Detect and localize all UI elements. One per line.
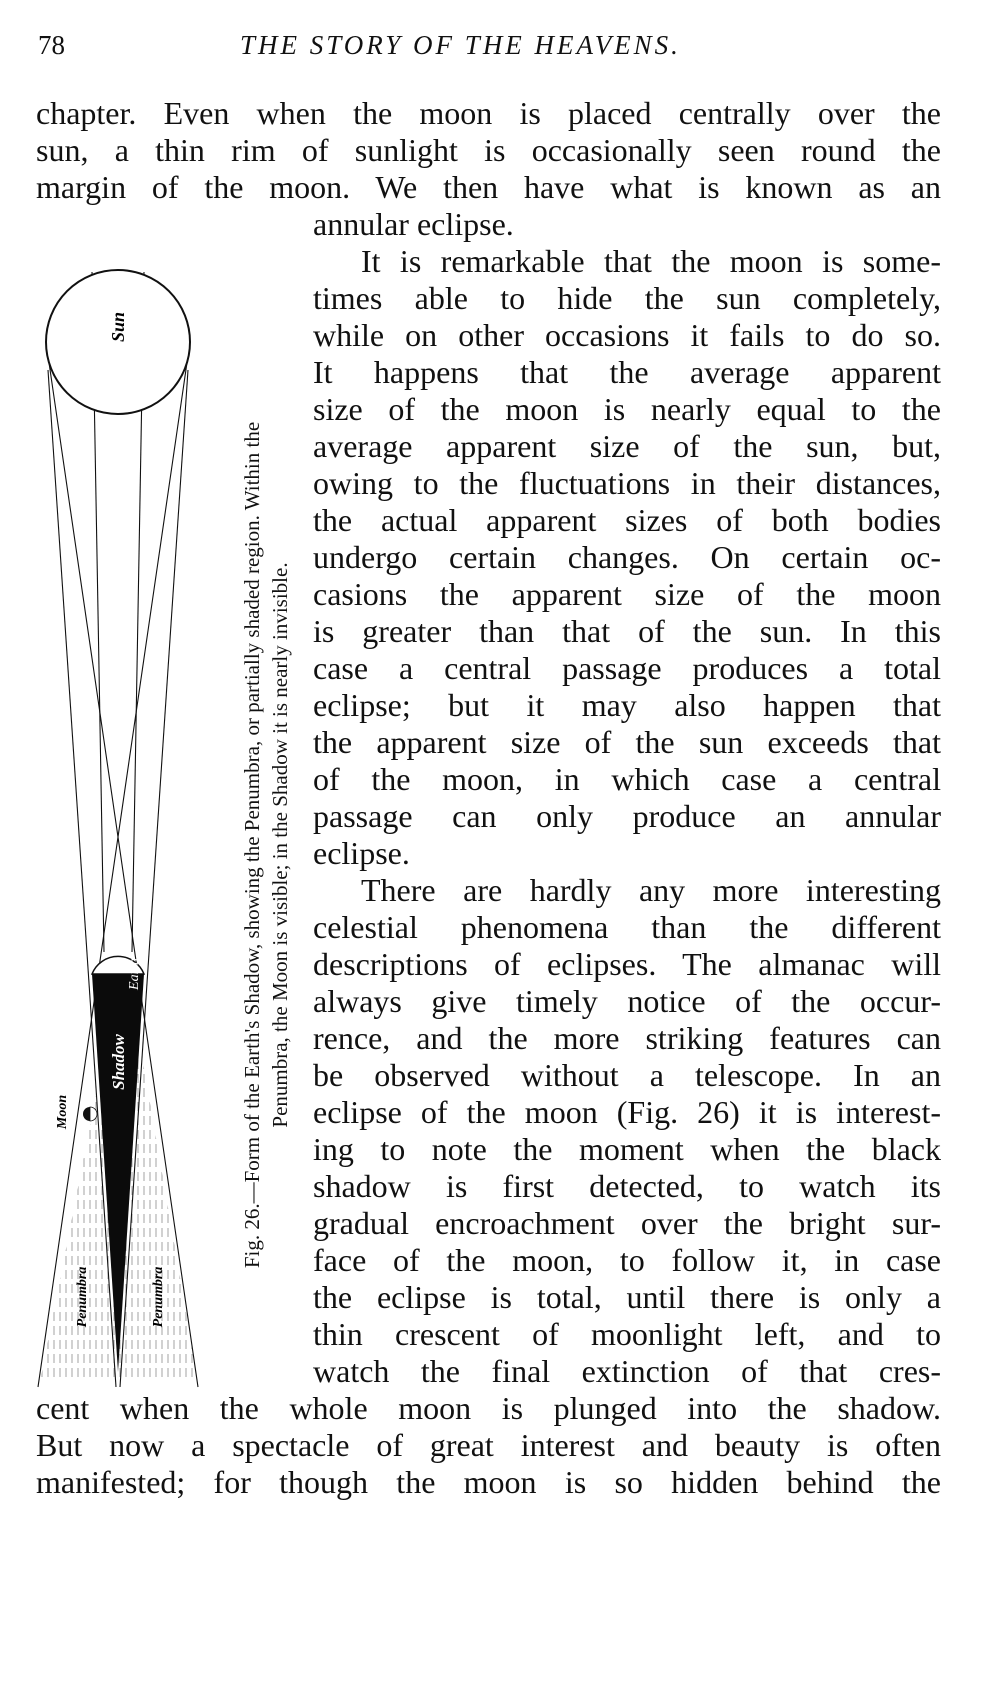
body-line: celestial phenomena than the different bbox=[313, 909, 941, 945]
body-line: It is remarkable that the moon is some- bbox=[361, 243, 941, 279]
body-line: eclipse of the moon (Fig. 26) it is interest- bbox=[313, 1094, 941, 1130]
body-line: It happens that the average apparent bbox=[313, 354, 941, 390]
body-line: the apparent size of the sun exceeds that bbox=[313, 724, 941, 760]
body-line: undergo certain changes. On certain oc- bbox=[313, 539, 941, 575]
shadow-label: Shadow bbox=[109, 1034, 128, 1090]
body-line: descriptions of eclipses. The almanac will bbox=[313, 946, 941, 982]
body-line: watch the final extinction of that cres- bbox=[313, 1353, 941, 1389]
body-line: chapter. Even when the moon is placed centrally over the bbox=[36, 95, 941, 131]
body-line: thin crescent of moonlight left, and to bbox=[313, 1316, 941, 1352]
page-number: 78 bbox=[38, 30, 65, 60]
body-line: margin of the moon. We then have what is known as an bbox=[36, 169, 941, 205]
body-line: annular eclipse. bbox=[313, 206, 514, 242]
body-line: the actual apparent sizes of both bodies bbox=[313, 502, 941, 538]
eclipse-shadow-figure bbox=[28, 262, 228, 1447]
body-line: always give timely notice of the occur- bbox=[313, 983, 941, 1019]
body-line: ing to note the moment when the black bbox=[313, 1131, 941, 1167]
body-line: manifested; for though the moon is so hidden behind the bbox=[36, 1464, 941, 1500]
body-line: There are hardly any more interesting bbox=[361, 872, 941, 908]
penumbra-right-label: Penumbra bbox=[151, 1266, 166, 1328]
running-title: THE STORY OF THE HEAVENS. bbox=[240, 30, 681, 60]
caption-line: Penumbra, the Moon is visible; in the Shadow it is nearly invisible. bbox=[268, 562, 292, 1128]
body-line: case a central passage produces a total bbox=[313, 650, 941, 686]
body-line: is greater than that of the sun. In this bbox=[313, 613, 941, 649]
body-line: rence, and the more striking features can bbox=[313, 1020, 941, 1056]
figure-caption bbox=[228, 290, 308, 1400]
caption-line: Fig. 26.—Form of the Earth's Shadow, showing the Penumbra, or partially shaded region. Within the bbox=[240, 421, 264, 1269]
body-line: eclipse. bbox=[313, 835, 410, 871]
body-line: while on other occasions it fails to do so. bbox=[313, 317, 941, 353]
body-line: the eclipse is total, until there is only a bbox=[313, 1279, 941, 1315]
body-line: casions the apparent size of the moon bbox=[313, 576, 941, 612]
body-line: passage can only produce an annular bbox=[313, 798, 941, 834]
penumbra-left-label: Penumbra bbox=[75, 1266, 90, 1328]
body-line: But now a spectacle of great interest and beauty is often bbox=[36, 1427, 941, 1463]
body-line: of the moon, in which case a central bbox=[313, 761, 941, 797]
sun-label: Sun bbox=[108, 311, 128, 343]
body-line: gradual encroachment over the bright sur- bbox=[313, 1205, 941, 1241]
body-line: be observed without a telescope. In an bbox=[313, 1057, 941, 1093]
body-line: average apparent size of the sun, but, bbox=[313, 428, 941, 464]
body-line: owing to the fluctuations in their distances, bbox=[313, 465, 941, 501]
body-line: shadow is first detected, to watch its bbox=[313, 1168, 941, 1204]
body-line: size of the moon is nearly equal to the bbox=[313, 391, 941, 427]
moon-label: Moon bbox=[55, 1094, 70, 1130]
body-line: sun, a thin rim of sunlight is occasionally seen round the bbox=[36, 132, 941, 168]
earth-label: Earth bbox=[127, 958, 142, 990]
body-line: face of the moon, to follow it, in case bbox=[313, 1242, 941, 1278]
body-line: times able to hide the sun completely, bbox=[313, 280, 941, 316]
body-line: cent when the whole moon is plunged into the shadow. bbox=[36, 1390, 941, 1426]
body-line: eclipse; but it may also happen that bbox=[313, 687, 941, 723]
moon-disc bbox=[83, 1107, 97, 1121]
